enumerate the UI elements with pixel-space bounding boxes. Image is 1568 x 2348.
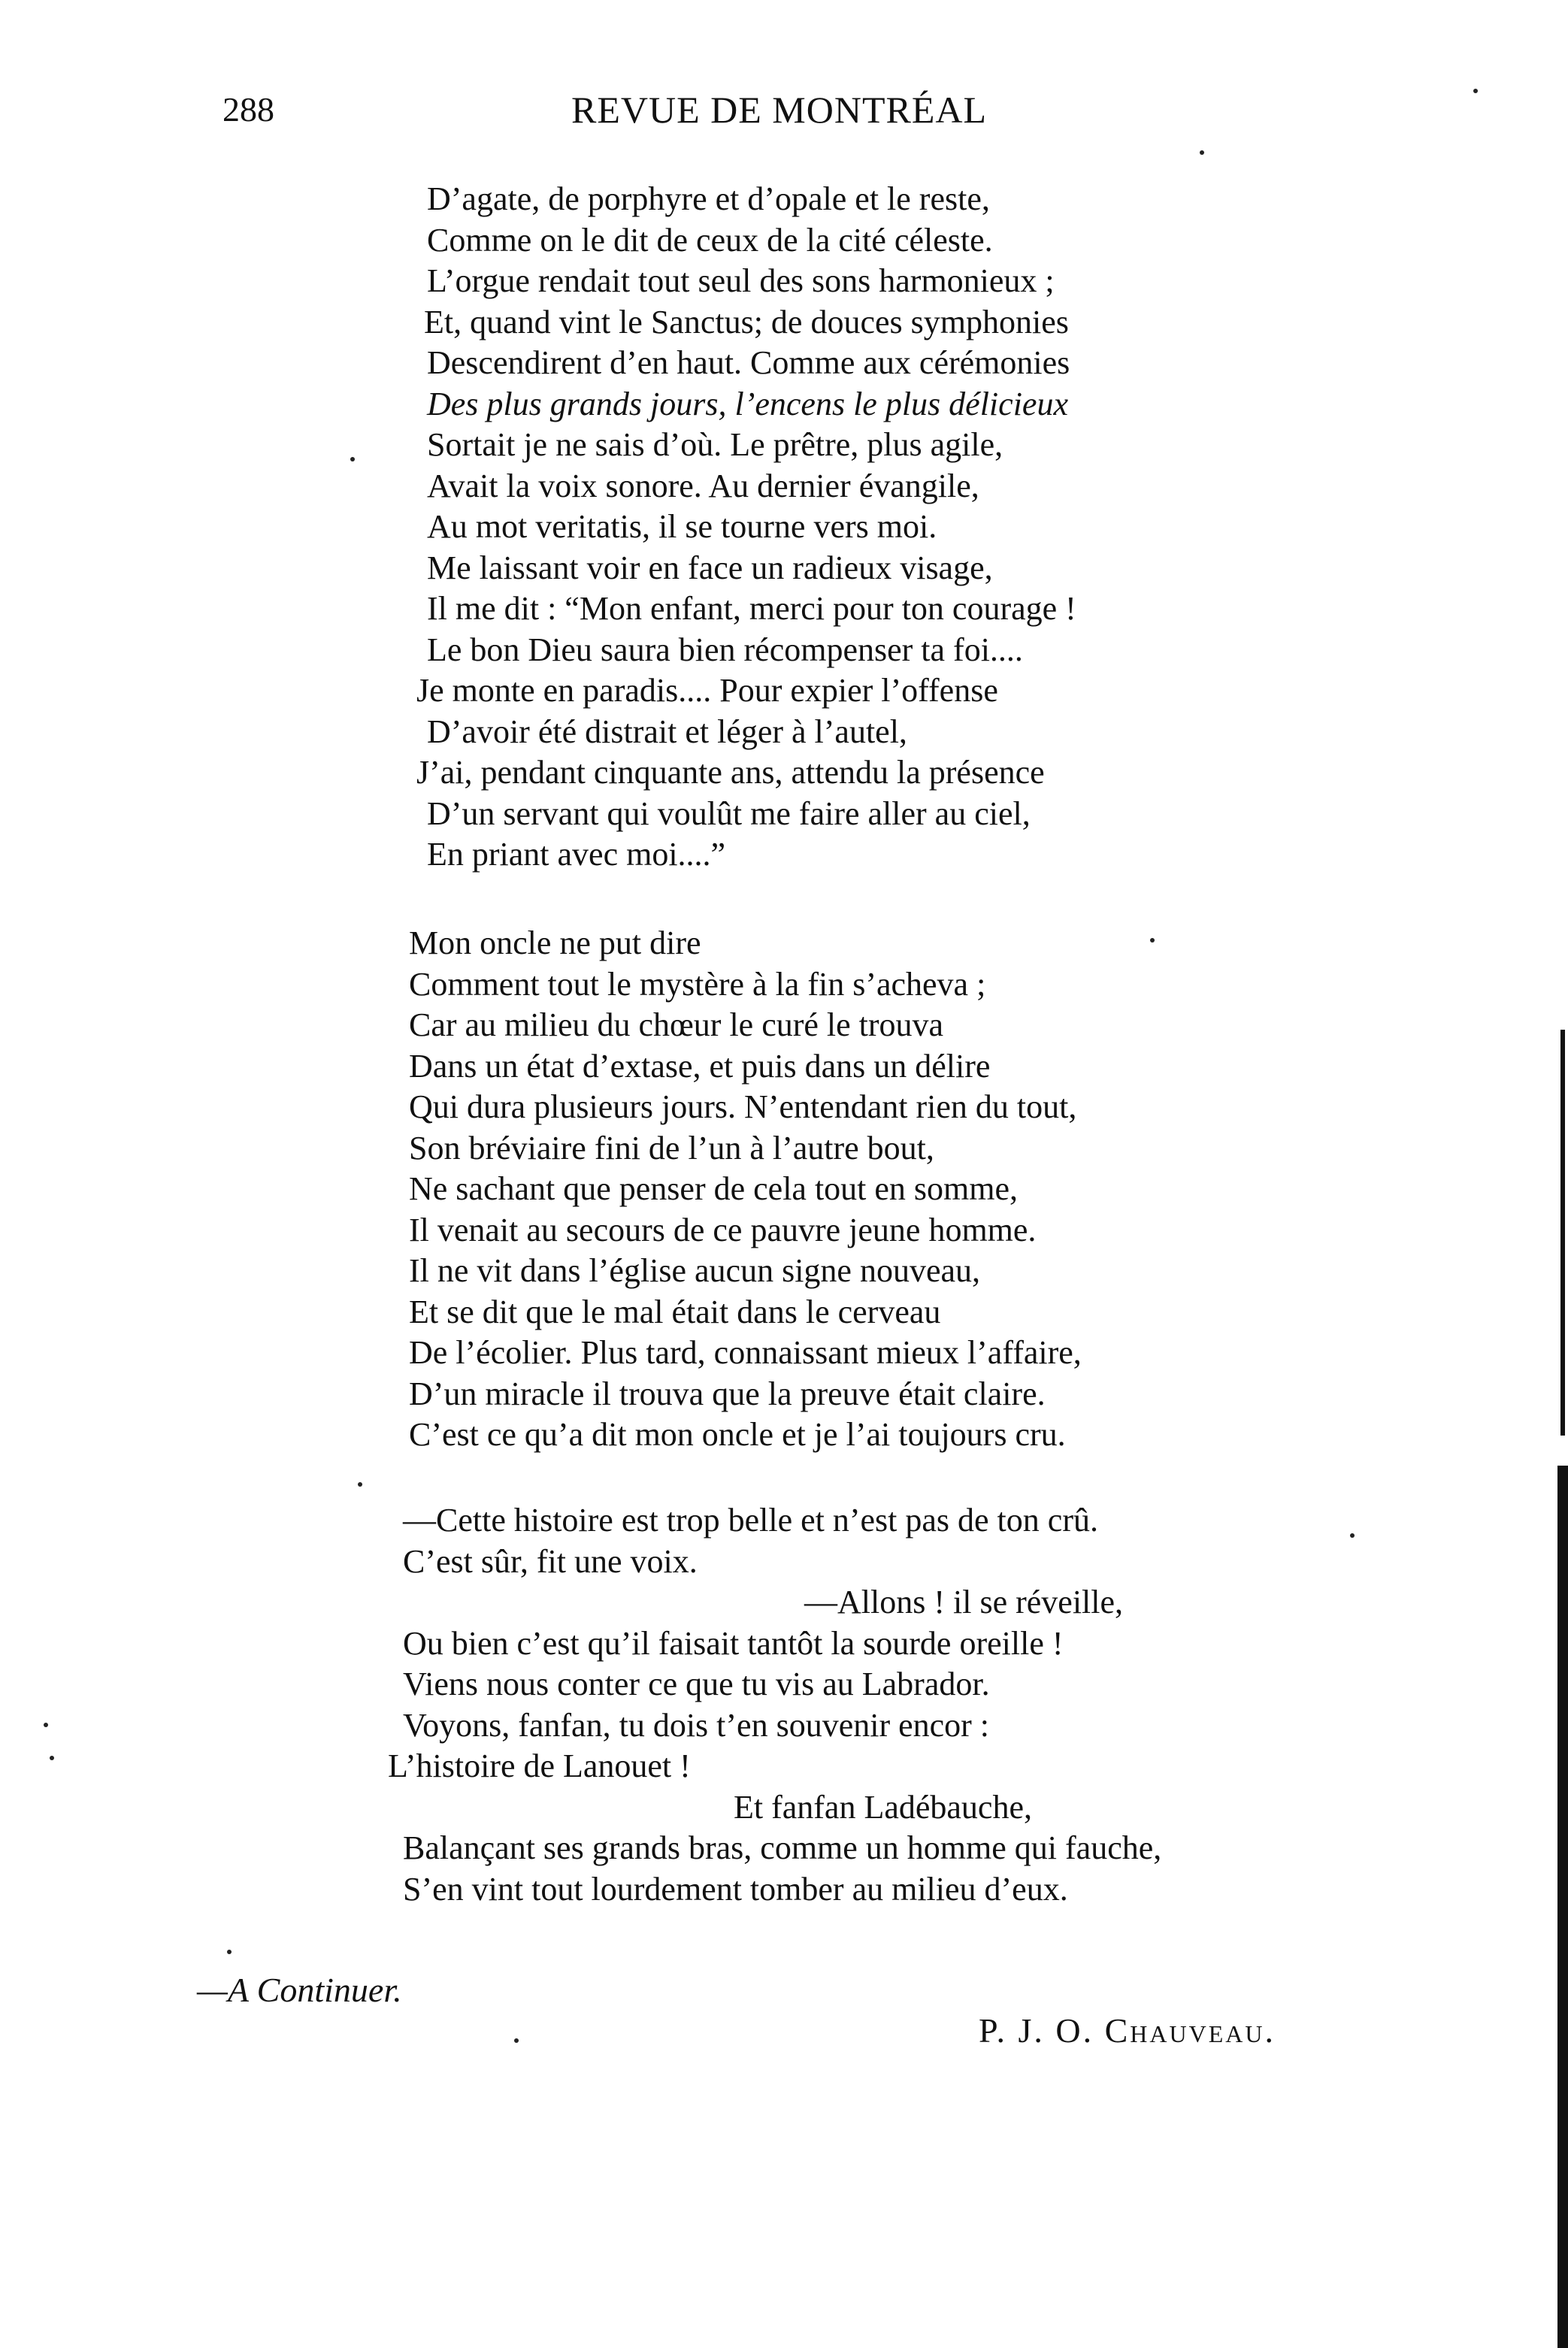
verse-line: Il me dit : “Mon enfant, merci pour ton courage ! — [427, 590, 1076, 627]
verse-line: Son bréviaire fini de l’un à l’autre bout, — [409, 1129, 934, 1166]
print-speck — [1150, 938, 1155, 943]
print-speck — [44, 1723, 48, 1727]
verse-line: Viens nous conter ce que tu vis au Labrador. — [403, 1666, 990, 1702]
print-speck — [514, 2038, 519, 2043]
verse-line: D’un miracle il trouva que la preuve était claire. — [409, 1375, 1046, 1412]
verse-line: D’avoir été distrait et léger à l’autel, — [427, 713, 907, 750]
print-speck — [350, 457, 355, 461]
page-edge-shadow — [1557, 1466, 1568, 2348]
verse-line: C’est ce qu’a dit mon oncle et je l’ai toujours cru. — [409, 1416, 1066, 1453]
print-speck — [1473, 89, 1478, 93]
verse-line: Et se dit que le mal était dans le cerveau — [409, 1293, 941, 1330]
verse-line: Le bon Dieu saura bien récompenser ta foi.... — [427, 631, 1023, 668]
poem-stanza-1 — [416, 179, 1076, 876]
verse-line: Me laissant voir en face un radieux visage, — [427, 549, 993, 586]
running-title: REVUE DE MONTRÉAL — [571, 89, 988, 131]
verse-line: S’en vint tout lourdement tomber au milieu d’eux. — [403, 1870, 1068, 1908]
verse-line: Et, quand vint le Sanctus; de douces symphonies — [424, 303, 1069, 340]
poem-stanza-2 — [409, 923, 1082, 1456]
print-speck — [358, 1482, 362, 1487]
verse-line: Ou bien c’est qu’il faisait tantôt la sourde oreille ! — [403, 1624, 1064, 1662]
verse-line: Balançant ses grands bras, comme un homme qui fauche, — [403, 1829, 1162, 1866]
print-speck — [50, 1756, 54, 1760]
verse-line: Voyons, fanfan, tu dois t’en souvenir encor : — [403, 1706, 990, 1744]
verse-line: L’histoire de Lanouet ! — [388, 1747, 691, 1784]
verse-line: Des plus grands jours, l’encens le plus délicieux — [427, 385, 1068, 422]
verse-line: Comment tout le mystère à la fin s’acheva ; — [409, 965, 986, 1003]
verse-line: L’orgue rendait tout seul des sons harmonieux ; — [427, 262, 1055, 299]
verse-line: C’est sûr, fit une voix. — [403, 1542, 698, 1580]
verse-line: Avait la voix sonore. Au dernier évangile, — [427, 467, 979, 504]
verse-line: D’agate, de porphyre et d’opale et le reste, — [427, 180, 990, 217]
print-speck — [227, 1950, 232, 1954]
verse-line: Ne sachant que penser de cela tout en somme, — [409, 1170, 1019, 1207]
author-signature: P. J. O. Chauveau. — [979, 2011, 1276, 2050]
verse-line: Il ne vit dans l’église aucun signe nouveau, — [409, 1252, 981, 1289]
verse-line: Je monte en paradis.... Pour expier l’offense — [416, 672, 998, 709]
print-speck — [1200, 150, 1204, 155]
poem-stanza-3 — [388, 1500, 1162, 1910]
page-edge-shadow — [1560, 1030, 1565, 1436]
verse-line: De l’écolier. Plus tard, connaissant mieux l’affaire, — [409, 1334, 1082, 1371]
verse-line: Mon oncle ne put dire — [409, 924, 701, 961]
verse-line: Descendirent d’en haut. Comme aux cérémonies — [427, 344, 1070, 381]
continue-note: —A Continuer. — [197, 1971, 402, 2009]
page-number: 288 — [222, 90, 274, 129]
verse-line: Comme on le dit de ceux de la cité céleste. — [427, 221, 993, 259]
verse-line: Dans un état d’extase, et puis dans un délire — [409, 1047, 991, 1085]
verse-line: Sortait je ne sais d’où. Le prêtre, plus agile, — [427, 426, 1003, 463]
verse-line: En priant avec moi....” — [427, 836, 726, 873]
verse-line: Car au milieu du chœur le curé le trouva — [409, 1006, 944, 1043]
verse-line: J’ai, pendant cinquante ans, attendu la présence — [416, 754, 1045, 791]
verse-line: —Cette histoire est trop belle et n’est pas de ton crû. — [403, 1502, 1098, 1539]
verse-line: —Allons ! il se réveille, — [804, 1584, 1124, 1620]
verse-line: D’un servant qui voulût me faire aller au ciel, — [427, 794, 1031, 832]
verse-line: Au mot veritatis, il se tourne vers moi. — [427, 508, 937, 545]
verse-line: Et fanfan Ladébauche, — [734, 1788, 1032, 1826]
verse-line: Il venait au secours de ce pauvre jeune homme. — [409, 1211, 1037, 1248]
verse-line: Qui dura plusieurs jours. N’entendant rien du tout, — [409, 1088, 1077, 1125]
print-speck — [1350, 1533, 1355, 1538]
